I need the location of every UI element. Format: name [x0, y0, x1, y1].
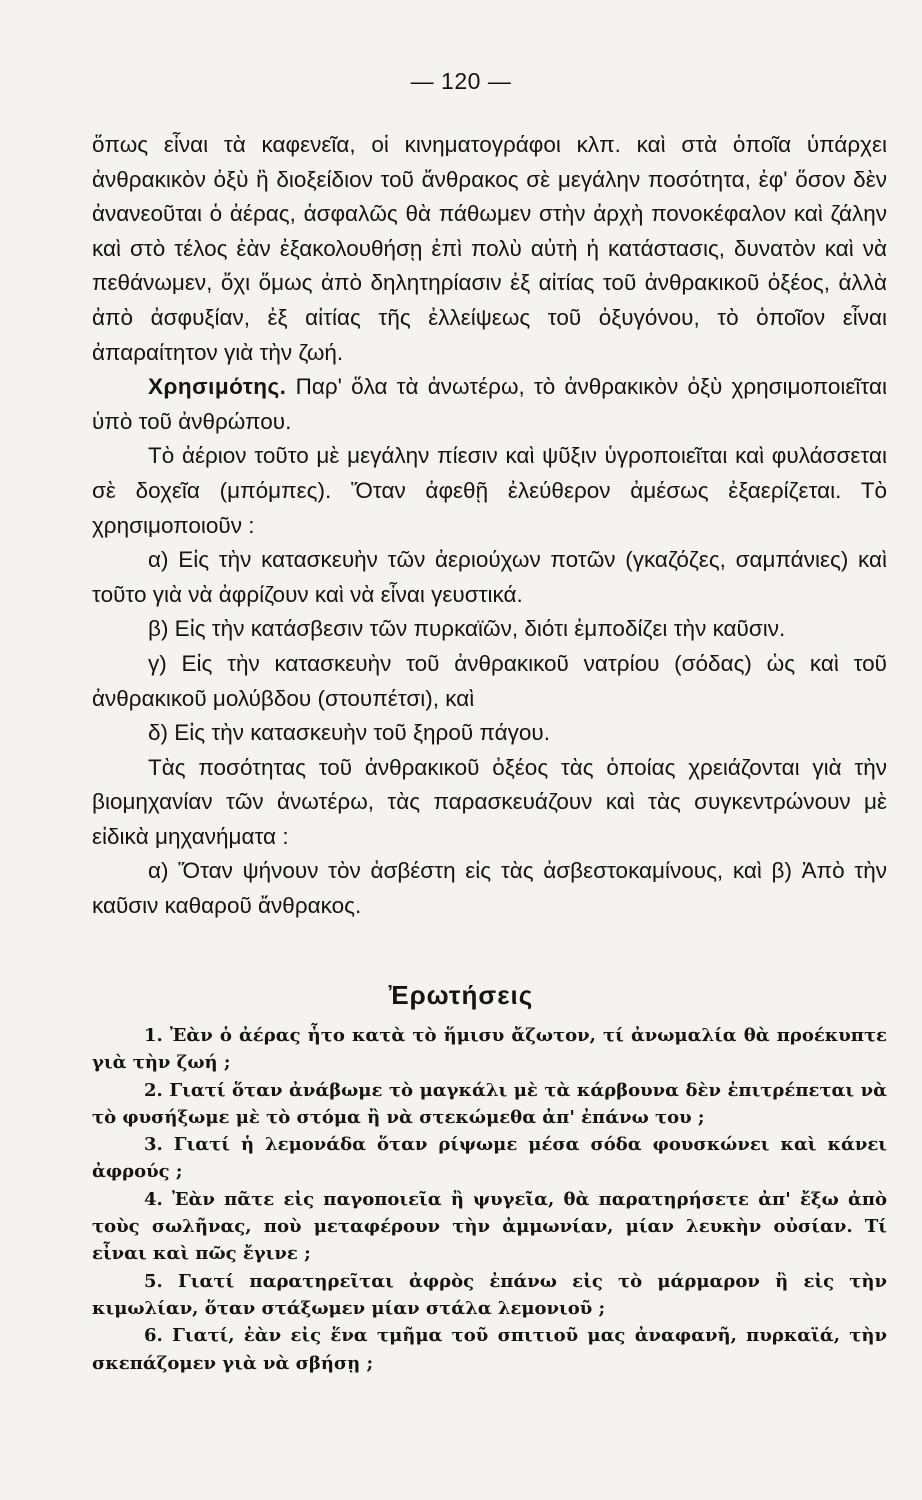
paragraph-liquefaction: Τὸ ἀέριον τοῦτο μὲ μεγάλην πίεσιν καὶ ψῦξιν ὑγροποιεῖται καὶ φυλάσσεται σὲ δοχεῖα (μπόμπες). Ὅταν ἀφεθῇ ἐλεύθερον ἀμέσως ἐξαερίζεται. Τὸ χρησιμοποιοῦν :: [92, 443, 887, 538]
questions-list: [92, 1022, 887, 1377]
paragraph-use-c: γ) Εἰς τὴν κατασκευὴν τοῦ ἀνθρακικοῦ νατρίου (σόδας) ὡς καὶ τοῦ ἀνθρακικοῦ μολύβδου (στουπέτσι), καὶ: [92, 650, 887, 711]
questions-heading: Ἐρωτήσεις: [388, 980, 534, 1010]
paragraph-use-a: α) Εἰς τὴν κατασκευὴν τῶν ἀεριούχων ποτῶν (γκαζόζες, σαμπάνιες) καὶ τοῦτο γιὰ νὰ ἀφρίζουν καὶ νὰ εἶναι γευστικά.: [92, 547, 887, 607]
paragraph-intro: ὅπως εἶναι τὰ καφενεῖα, οἱ κινηματογράφοι κλπ. καὶ στὰ ὁποῖα ὑπάρχει ἀνθρακικὸν ὀξὺ ἢ διοξείδιον τοῦ ἄνθρακος σὲ μεγάλην ποσότητα, ἐφ' ὅσον δὲν ἀνανεοῦται ὁ ἀέρας, ἀσφαλῶς θὰ πάθωμεν στὴν ἀρχὴ πονοκέφαλον καὶ ζάλην καὶ στὸ τέλος ἐὰν ἐξακολουθήσῃ ἐπὶ πολὺ αὐτὴ ἡ κατάστασις, δυνατὸν καὶ νὰ πεθάνωμεν, ὄχι ὅμως ἀπὸ δηλητηρίασιν ἐξ αἰτίας τοῦ ἀνθρακικοῦ ὀξέος, ἀλλὰ ἀπὸ ἀσφυξίαν, ἐξ αἰτίας τῆς ἐλλείψεως τοῦ ὀξυγόνου, τὸ ὁποῖον εἶναι ἀπαραίτητον γιὰ τὴν ζωή.: [92, 132, 887, 365]
usefulness-text: Παρ' ὅλα τὰ ἀνωτέρω, τὸ ἀνθρακικὸν ὀξὺ χρησιμοποιεῖται ὑπὸ τοῦ ἀνθρώπου.: [92, 374, 887, 434]
question-item: 3. Γιατί ἡ λεμονάδα ὅταν ρίψωμε μέσα σόδα φουσκώνει καὶ κάνει ἀφρούς ;: [92, 1134, 887, 1183]
usefulness-term: Χρησιμότης.: [148, 374, 287, 400]
paragraph-use-b: β) Εἰς τὴν κατάσβεσιν τῶν πυρκαϊῶν, διότι ἐμποδίζει τὴν καῦσιν.: [148, 616, 786, 642]
paragraph-production: Τὰς ποσότητας τοῦ ἀνθρακικοῦ ὀξέος τὰς ὁποίας χρειάζονται γιὰ τὴν βιομηχανίαν τῶν ἀνωτέρω, τὰς παρασκευάζουν καὶ τὰς συγκεντρώνουν μὲ εἰδικὰ μηχανήματα :: [92, 754, 887, 849]
question-item: 2. Γιατί ὅταν ἀνάβωμε τὸ μαγκάλι μὲ τὰ κάρβουνα δὲν ἐπιτρέπεται νὰ τὸ φυσήξωμε μὲ τὸ στόμα ἢ νὰ στεκώμεθα ἀπ' ἐπάνω του ;: [92, 1079, 887, 1128]
paragraph-production-methods: α) Ὅταν ψήνουν τὸν ἀσβέστη εἰς τὰς ἀσβεστοκαμίνους, καὶ β) Ἀπὸ τὴν καῦσιν καθαροῦ ἄνθρακος.: [92, 858, 887, 919]
body-text: [92, 128, 887, 924]
question-item: 1. Ἐὰν ὁ ἀέρας ἦτο κατὰ τὸ ἥμισυ ἄζωτον, τί ἀνωμαλία θὰ προέκυπτε γιὰ τὴν ζωή ;: [92, 1025, 887, 1074]
paragraph-use-d: δ) Εἰς τὴν κατασκευὴν τοῦ ξηροῦ πάγου.: [148, 720, 550, 746]
question-item: 5. Γιατί παρατηρεῖται ἀφρὸς ἐπάνω εἰς τὸ μάρμαρον ἢ εἰς τὴν κιμωλίαν, ὅταν στάξωμεν μίαν στάλα λεμονιοῦ ;: [92, 1270, 887, 1319]
page-number: — 120 —: [410, 68, 512, 94]
paragraph-usefulness: [92, 370, 887, 439]
question-item: 4. Ἐὰν πᾶτε εἰς παγοποιεῖα ἢ ψυγεῖα, θὰ παρατηρήσετε ἀπ' ἔξω ἀπὸ τοὺς σωλῆνας, ποὺ μεταφέρουν τὴν ἀμμωνίαν, μίαν λευκὴν οὐσίαν. Τί εἶναι καὶ πῶς ἔγινε ;: [92, 1188, 887, 1265]
question-item: 6. Γιατί, ἐὰν εἰς ἕνα τμῆμα τοῦ σπιτιοῦ μας ἀναφανῆ, πυρκαϊά, τὴν σκεπάζομεν γιὰ νὰ σβήσῃ ;: [92, 1325, 887, 1374]
